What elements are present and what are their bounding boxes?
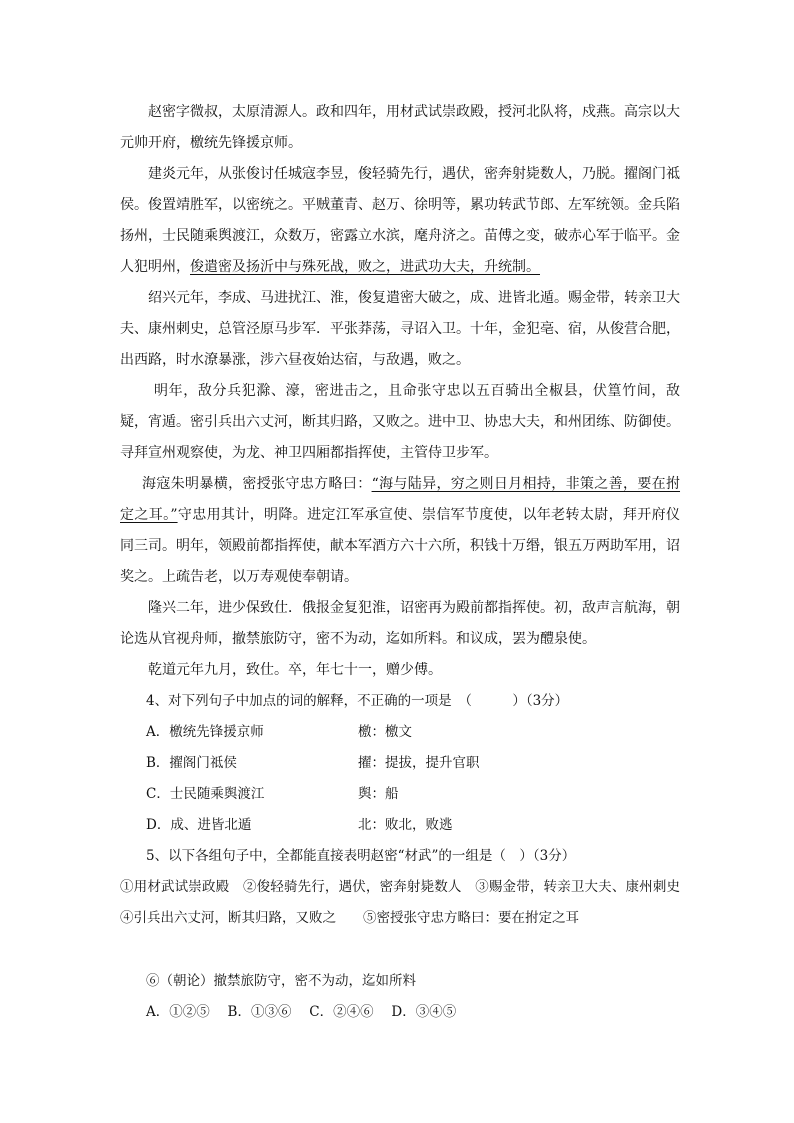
paragraph-6: 隆兴二年，进少保致仕．俄报金复犯淮，诏密再为殿前都指挥使。初，敌声言航海，朝论选从官视舟师，撤禁旅防守，密不为动，迄如所料。和议成，罢为醴泉使。 bbox=[120, 600, 680, 647]
question-4-stem: 4、对下列句子中加点的词的解释，不正确的一项是 （ ）（3分） bbox=[146, 693, 569, 709]
question-5-item-6: ⑥（朝论）撤禁旅防守，密不为动，迄如所料 bbox=[146, 973, 416, 989]
question-5-stem: 5、以下各组句子中，全都能直接表明赵密“材武”的一组是（ ）（3分） bbox=[146, 848, 576, 864]
q4-option-d: D．成、进皆北遁 bbox=[146, 817, 252, 833]
q4-option-d-explanation: 北：败北，败逃 bbox=[358, 817, 453, 833]
paragraph-3: 绍兴元年，李成、马进扰江、淮，俊复遣密大破之，成、进皆北遁。赐金带，转亲卫大夫、康州刺史，总管泾原马步军．平张莽荡，寻诏入卫。十年，金犯亳、宿，从俊营合肥，出西路，时水潦暴涨，涉六昼夜始达宿，与敌遇，败之。 bbox=[120, 290, 680, 368]
underlined-sentence-2: “海与陆异，穷之则日月相持，非策之善，要在拊定之耳。” bbox=[120, 476, 681, 523]
paragraph-1: 赵密字微叔，太原清源人。政和四年，用材武试崇政殿，授河北队将，戍燕。高宗以大元帅开府，檄统先锋援京师。 bbox=[120, 104, 680, 151]
q4-option-c-explanation: 舆：船 bbox=[358, 786, 399, 802]
q4-option-b-explanation: 擢：提拔，提升官职 bbox=[358, 755, 480, 771]
q4-option-a-explanation: 檄：檄文 bbox=[358, 724, 412, 740]
underlined-sentence-1: 俊遣密及扬沂中与殊死战，败之，进武功大夫，升统制。 bbox=[190, 259, 540, 275]
question-5-choices: A．①②⑤ B．①③⑥ C．②④⑥ D．③④⑤ bbox=[146, 1004, 457, 1020]
q4-option-b: B．擢阁门祗侯 bbox=[146, 755, 237, 771]
paragraph-5 bbox=[120, 469, 680, 593]
paragraph-5-text: 守忠用其计，明降。进定江军承宣使、崇信军节度使，以年老转太尉，拜开府仪同三司。明年，领殿前都指挥使，献本军酒方六十六所，积钱十万缗，银五万两助军用，诏奖之。上疏告老，以万寿观使奉朝请。 bbox=[120, 507, 680, 585]
paragraph-7: 乾道元年九月，致仕。卒，年七十一，赠少傅。 bbox=[148, 662, 442, 678]
paragraph-5-lead: 海寇朱明暴横，密授张守忠方略曰： bbox=[142, 476, 372, 492]
paragraph-2-text: 建炎元年，从张俊讨任城寇李昱，俊轻骑先行，遇伏，密奔射毙数人，乃脱。擢阁门祗侯。俊置靖胜军，以密统之。平贼董青、赵万、徐明等，累功转武节郎、左军统领。金兵陷扬州，士民随乘舆渡江，众数万，密露立水滨，麾舟济之。苗傅之变，破赤心军于临平。金人犯明州， bbox=[120, 166, 680, 275]
paragraph-2 bbox=[120, 159, 680, 283]
paragraph-4: 明年，敌分兵犯滁、濠，密进击之，且命张守忠以五百骑出全椒县，伏篁竹间，敌疑，宵遁。密引兵出六丈河，断其归路，又败之。进中卫、协忠大夫，和州团练、防御使。寻拜宣州观察使，为龙、神卫四厢都指挥使，主管侍卫步军。 bbox=[120, 383, 680, 461]
question-5-items: ①用材武试崇政殿 ②俊轻骑先行，遇伏，密奔射毙数人 ③赐金带，转亲卫大夫、康州刺史 ④引兵出六丈河，断其归路，又败之 ⑤密授张守忠方略曰：要在拊定之耳 bbox=[120, 879, 707, 926]
q4-option-a: A．檄统先锋援京师 bbox=[146, 724, 264, 740]
q4-option-c: C．士民随乘舆渡江 bbox=[146, 786, 265, 802]
